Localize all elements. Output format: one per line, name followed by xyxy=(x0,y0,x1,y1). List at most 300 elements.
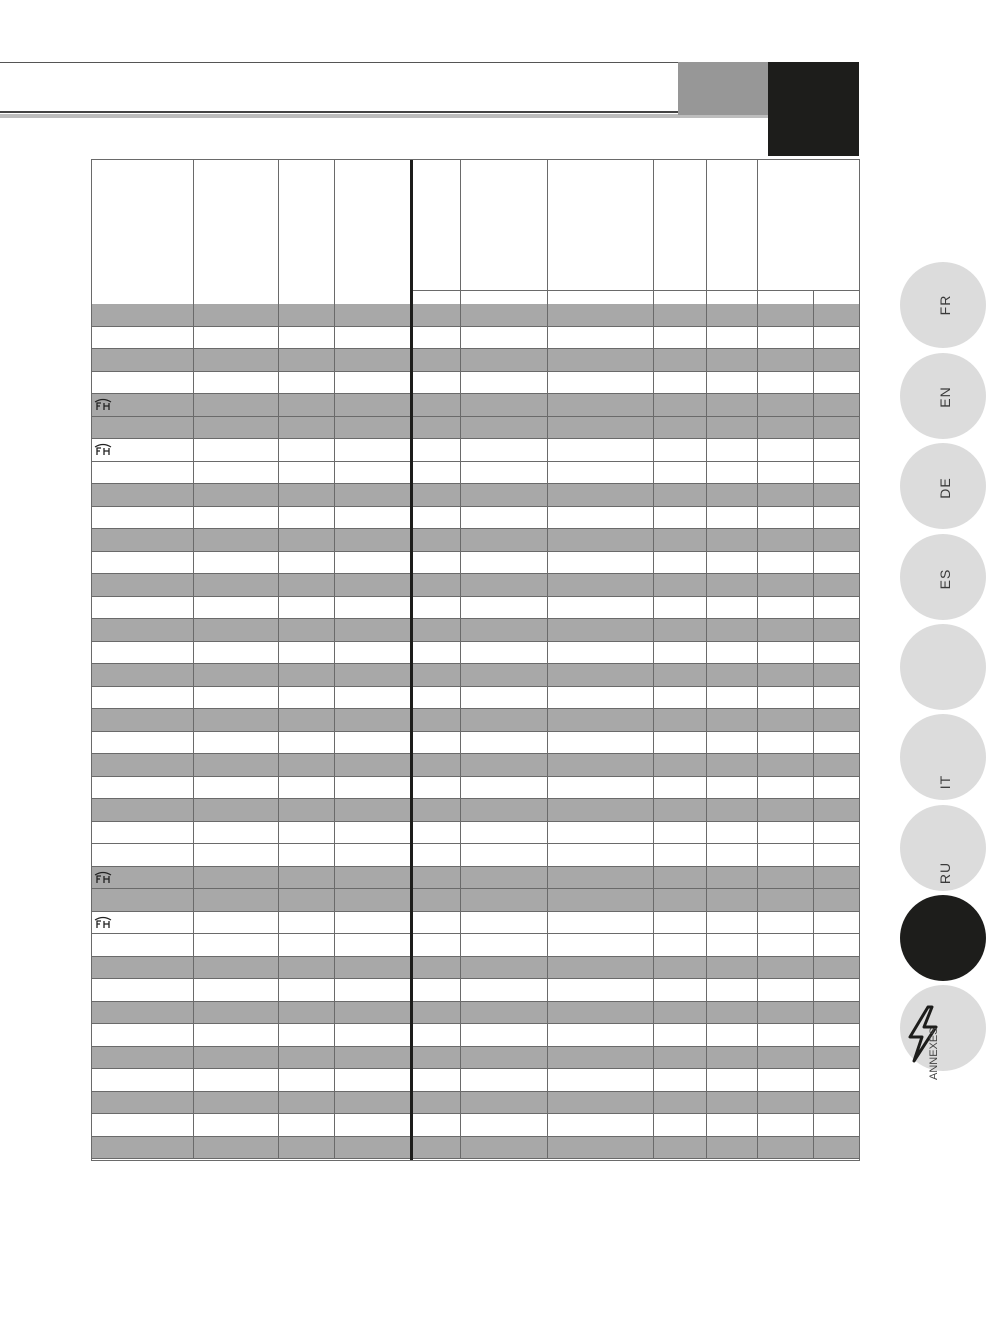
header-top-rule xyxy=(0,62,678,63)
table-cell xyxy=(412,1137,461,1159)
table-cell xyxy=(654,349,707,371)
table-cell xyxy=(814,304,860,326)
table-row xyxy=(91,372,860,395)
table-cell xyxy=(194,1137,279,1159)
table-cell xyxy=(548,844,654,866)
table-row xyxy=(91,687,860,710)
table-cell xyxy=(194,889,279,911)
table-cell xyxy=(814,507,860,529)
tab-active[interactable] xyxy=(900,895,986,981)
header-cell xyxy=(279,159,335,304)
table-cell xyxy=(814,912,860,934)
table-cell xyxy=(412,934,461,956)
table-cell xyxy=(654,642,707,664)
table-cell xyxy=(335,372,412,394)
table-cell xyxy=(758,934,814,956)
table-row xyxy=(91,844,860,867)
table-cell xyxy=(461,732,548,754)
table-cell xyxy=(279,642,335,664)
table-cell xyxy=(814,1114,860,1136)
table-cell xyxy=(91,327,194,349)
table-cell xyxy=(412,912,461,934)
table-cell xyxy=(654,529,707,551)
header-subcell-rule xyxy=(547,290,548,304)
table-row xyxy=(91,867,860,890)
data-table xyxy=(91,159,860,1161)
table-row xyxy=(91,574,860,597)
table-cell xyxy=(758,1024,814,1046)
table-cell xyxy=(194,1024,279,1046)
table-cell xyxy=(279,912,335,934)
table-cell xyxy=(335,417,412,439)
table-cell xyxy=(548,799,654,821)
table-cell xyxy=(707,484,758,506)
table-cell xyxy=(758,349,814,371)
table-cell xyxy=(279,867,335,889)
table-row xyxy=(91,1002,860,1025)
table-cell xyxy=(461,574,548,596)
table-cell xyxy=(461,844,548,866)
table-cell xyxy=(335,439,412,461)
table-cell xyxy=(91,732,194,754)
table-cell xyxy=(707,1047,758,1069)
table-cell xyxy=(194,327,279,349)
table-cell xyxy=(758,664,814,686)
table-cell xyxy=(814,439,860,461)
table-cell xyxy=(194,754,279,776)
table-cell xyxy=(91,799,194,821)
table-cell xyxy=(758,1069,814,1091)
table-cell xyxy=(814,597,860,619)
table-cell xyxy=(335,799,412,821)
table-cell xyxy=(814,957,860,979)
table-cell xyxy=(814,777,860,799)
table-row xyxy=(91,1069,860,1092)
table-cell xyxy=(279,597,335,619)
table-cell xyxy=(335,597,412,619)
table-cell xyxy=(814,889,860,911)
table-cell xyxy=(707,597,758,619)
table-cell xyxy=(412,754,461,776)
table-cell xyxy=(461,912,548,934)
table-cell xyxy=(91,889,194,911)
table-cell xyxy=(814,552,860,574)
header-subrule xyxy=(412,290,860,291)
table-cell xyxy=(461,642,548,664)
table-cell xyxy=(707,507,758,529)
table-cell xyxy=(814,372,860,394)
table-header xyxy=(91,159,860,304)
table-cell xyxy=(654,372,707,394)
table-cell xyxy=(279,1024,335,1046)
table-cell xyxy=(654,327,707,349)
table-cell xyxy=(91,844,194,866)
table-cell xyxy=(335,1024,412,1046)
table-cell xyxy=(548,822,654,844)
table-cell xyxy=(814,462,860,484)
table-cell xyxy=(758,327,814,349)
header-subcell-rule xyxy=(653,290,654,304)
table-cell xyxy=(548,687,654,709)
table-cell xyxy=(758,574,814,596)
table-cell xyxy=(707,687,758,709)
table-cell xyxy=(814,1137,860,1159)
table-cell xyxy=(548,327,654,349)
table-cell xyxy=(279,844,335,866)
table-cell xyxy=(279,889,335,911)
table-cell xyxy=(758,957,814,979)
table-cell xyxy=(412,664,461,686)
table-cell xyxy=(461,619,548,641)
table-cell xyxy=(814,1092,860,1114)
header-cell xyxy=(707,159,758,304)
table-cell xyxy=(461,754,548,776)
table-row xyxy=(91,1024,860,1047)
table-cell xyxy=(548,709,654,731)
table-cell xyxy=(412,732,461,754)
table-cell xyxy=(412,844,461,866)
table-cell xyxy=(335,777,412,799)
table-cell xyxy=(194,912,279,934)
table-cell xyxy=(548,304,654,326)
table-cell xyxy=(654,867,707,889)
table-cell xyxy=(412,867,461,889)
table-cell xyxy=(548,1137,654,1159)
table-cell xyxy=(91,462,194,484)
table-cell xyxy=(707,1069,758,1091)
table-cell xyxy=(279,304,335,326)
table-cell xyxy=(461,777,548,799)
table-cell xyxy=(279,1069,335,1091)
table-cell xyxy=(335,529,412,551)
table-cell xyxy=(758,507,814,529)
table-cell xyxy=(654,417,707,439)
table-cell xyxy=(548,619,654,641)
table-row xyxy=(91,822,860,845)
table-cell xyxy=(91,822,194,844)
table-cell xyxy=(412,1002,461,1024)
table-cell xyxy=(91,777,194,799)
table-row xyxy=(91,597,860,620)
table-cell xyxy=(707,417,758,439)
table-cell xyxy=(91,957,194,979)
table-cell xyxy=(814,327,860,349)
table-row xyxy=(91,1137,860,1160)
table-cell xyxy=(194,304,279,326)
table-cell xyxy=(194,799,279,821)
table-cell xyxy=(412,529,461,551)
tab-ru-label: RU xyxy=(937,861,953,885)
table-cell xyxy=(335,462,412,484)
table-cell xyxy=(548,934,654,956)
table-cell xyxy=(335,1069,412,1091)
table-cell xyxy=(91,709,194,731)
tab-es-label: ES xyxy=(937,568,953,590)
table-cell xyxy=(194,349,279,371)
table-cell xyxy=(279,349,335,371)
table-cell xyxy=(758,484,814,506)
table-cell xyxy=(548,507,654,529)
table-cell xyxy=(461,1024,548,1046)
table-cell xyxy=(412,642,461,664)
table-divider xyxy=(410,159,413,1161)
table-cell xyxy=(279,507,335,529)
table-cell xyxy=(279,529,335,551)
table-row xyxy=(91,934,860,957)
table-cell xyxy=(335,484,412,506)
table-cell xyxy=(548,1024,654,1046)
table-row xyxy=(91,439,860,462)
table-row xyxy=(91,709,860,732)
table-cell xyxy=(194,439,279,461)
table-cell xyxy=(194,1069,279,1091)
table-cell xyxy=(548,1114,654,1136)
table-cell xyxy=(814,1024,860,1046)
table-cell xyxy=(194,574,279,596)
table-cell xyxy=(279,574,335,596)
table-cell xyxy=(461,507,548,529)
table-cell xyxy=(335,327,412,349)
table-cell xyxy=(758,822,814,844)
table-cell xyxy=(758,912,814,934)
table-cell xyxy=(412,552,461,574)
table-cell xyxy=(707,304,758,326)
table-cell xyxy=(758,979,814,1001)
table-cell xyxy=(654,484,707,506)
table-cell xyxy=(194,979,279,1001)
table-cell xyxy=(335,732,412,754)
table-cell xyxy=(91,619,194,641)
table-cell xyxy=(814,754,860,776)
table-cell xyxy=(335,619,412,641)
table-cell xyxy=(461,867,548,889)
table-cell xyxy=(548,777,654,799)
header-bottom-rule xyxy=(0,111,678,113)
table-cell xyxy=(194,597,279,619)
table-cell xyxy=(548,439,654,461)
table-cell xyxy=(461,462,548,484)
header-subcell-rule xyxy=(460,290,461,304)
table-cell xyxy=(335,979,412,1001)
table-cell xyxy=(91,372,194,394)
tab-annexes-label: ANNEXES xyxy=(928,1027,940,1080)
table-cell xyxy=(758,462,814,484)
table-cell xyxy=(548,732,654,754)
table-cell xyxy=(461,394,548,416)
table-cell xyxy=(194,732,279,754)
table-cell xyxy=(194,777,279,799)
table-cell xyxy=(461,1069,548,1091)
table-cell xyxy=(758,1092,814,1114)
table-cell xyxy=(654,912,707,934)
table-cell xyxy=(91,484,194,506)
table-cell xyxy=(335,664,412,686)
header-black-block xyxy=(768,62,859,156)
table-cell xyxy=(814,1002,860,1024)
fh-mark-icon xyxy=(94,916,112,929)
table-cell xyxy=(194,957,279,979)
table-cell xyxy=(279,664,335,686)
table-row xyxy=(91,462,860,485)
table-cell xyxy=(654,709,707,731)
table-cell xyxy=(91,574,194,596)
table-cell xyxy=(279,957,335,979)
table-row xyxy=(91,979,860,1002)
table-cell xyxy=(707,327,758,349)
table-cell xyxy=(279,619,335,641)
header-cell xyxy=(654,159,707,304)
table-cell xyxy=(461,1002,548,1024)
table-cell xyxy=(654,799,707,821)
table-cell xyxy=(461,889,548,911)
table-cell xyxy=(461,822,548,844)
table-cell xyxy=(548,912,654,934)
table-cell xyxy=(91,754,194,776)
table-cell xyxy=(548,754,654,776)
table-cell xyxy=(758,1137,814,1159)
table-cell xyxy=(412,1047,461,1069)
table-cell xyxy=(814,642,860,664)
table-cell xyxy=(758,732,814,754)
table-cell xyxy=(194,934,279,956)
table-cell xyxy=(758,439,814,461)
table-cell xyxy=(707,732,758,754)
table-cell xyxy=(707,439,758,461)
table-cell xyxy=(654,1047,707,1069)
table-cell xyxy=(91,597,194,619)
table-cell xyxy=(461,799,548,821)
table-cell xyxy=(194,619,279,641)
table-cell xyxy=(758,1114,814,1136)
table-cell xyxy=(412,394,461,416)
table-cell xyxy=(707,664,758,686)
table-cell xyxy=(814,484,860,506)
table-cell xyxy=(814,867,860,889)
table-cell xyxy=(335,1114,412,1136)
table-cell xyxy=(548,597,654,619)
table-cell xyxy=(279,417,335,439)
table-cell xyxy=(654,732,707,754)
table-cell xyxy=(814,619,860,641)
table-cell xyxy=(654,979,707,1001)
tab-de-label: DE xyxy=(937,477,953,499)
table-cell xyxy=(194,642,279,664)
table-cell xyxy=(91,349,194,371)
table-cell xyxy=(335,349,412,371)
table-cell xyxy=(412,417,461,439)
table-cell xyxy=(279,439,335,461)
table-cell xyxy=(194,507,279,529)
table-cell xyxy=(654,664,707,686)
table-cell xyxy=(461,664,548,686)
table-cell xyxy=(758,844,814,866)
table-cell xyxy=(279,709,335,731)
table-cell xyxy=(654,439,707,461)
table-cell xyxy=(814,709,860,731)
table-cell xyxy=(654,1002,707,1024)
table-cell xyxy=(758,372,814,394)
table-cell xyxy=(814,349,860,371)
table-cell xyxy=(412,462,461,484)
table-cell xyxy=(548,349,654,371)
table-cell xyxy=(548,1069,654,1091)
table-cell xyxy=(91,1137,194,1159)
tab-blank[interactable] xyxy=(900,624,986,710)
table-cell xyxy=(758,597,814,619)
table-cell xyxy=(758,552,814,574)
table-cell xyxy=(548,1092,654,1114)
table-cell xyxy=(707,552,758,574)
table-cell xyxy=(654,934,707,956)
table-cell xyxy=(412,957,461,979)
table-cell xyxy=(548,484,654,506)
table-cell xyxy=(707,394,758,416)
table-cell xyxy=(335,934,412,956)
table-cell xyxy=(654,777,707,799)
table-cell xyxy=(335,867,412,889)
table-cell xyxy=(814,799,860,821)
table-cell xyxy=(707,1137,758,1159)
table-cell xyxy=(279,979,335,1001)
table-cell xyxy=(335,687,412,709)
table-cell xyxy=(194,1114,279,1136)
table-cell xyxy=(194,462,279,484)
table-cell xyxy=(654,822,707,844)
table-cell xyxy=(412,822,461,844)
table-row xyxy=(91,732,860,755)
table-row xyxy=(91,552,860,575)
header-cell xyxy=(461,159,548,304)
table-cell xyxy=(279,1137,335,1159)
table-cell xyxy=(461,349,548,371)
table-cell xyxy=(279,1047,335,1069)
table-cell xyxy=(91,1092,194,1114)
table-cell xyxy=(654,1024,707,1046)
table-cell xyxy=(707,822,758,844)
table-cell xyxy=(461,417,548,439)
table-cell xyxy=(758,417,814,439)
table-row xyxy=(91,417,860,440)
table-cell xyxy=(707,844,758,866)
table-cell xyxy=(654,1114,707,1136)
header-subcell-rule xyxy=(706,290,707,304)
fh-mark-icon xyxy=(94,398,112,411)
table-cell xyxy=(279,327,335,349)
table-cell xyxy=(194,687,279,709)
table-cell xyxy=(707,529,758,551)
table-cell xyxy=(814,664,860,686)
table-cell xyxy=(758,304,814,326)
table-cell xyxy=(194,394,279,416)
table-cell xyxy=(335,552,412,574)
table-cell xyxy=(758,799,814,821)
tab-fr-label: FR xyxy=(937,294,953,316)
table-cell xyxy=(412,1092,461,1114)
table-cell xyxy=(758,687,814,709)
table-cell xyxy=(461,439,548,461)
table-cell xyxy=(758,867,814,889)
fh-mark-icon xyxy=(94,443,112,456)
header-cell xyxy=(194,159,279,304)
fh-mark-icon xyxy=(94,871,112,884)
table-cell xyxy=(707,777,758,799)
table-cell xyxy=(91,687,194,709)
table-cell xyxy=(194,867,279,889)
table-cell xyxy=(335,1137,412,1159)
table-cell xyxy=(758,1047,814,1069)
table-cell xyxy=(707,349,758,371)
table-cell xyxy=(814,732,860,754)
